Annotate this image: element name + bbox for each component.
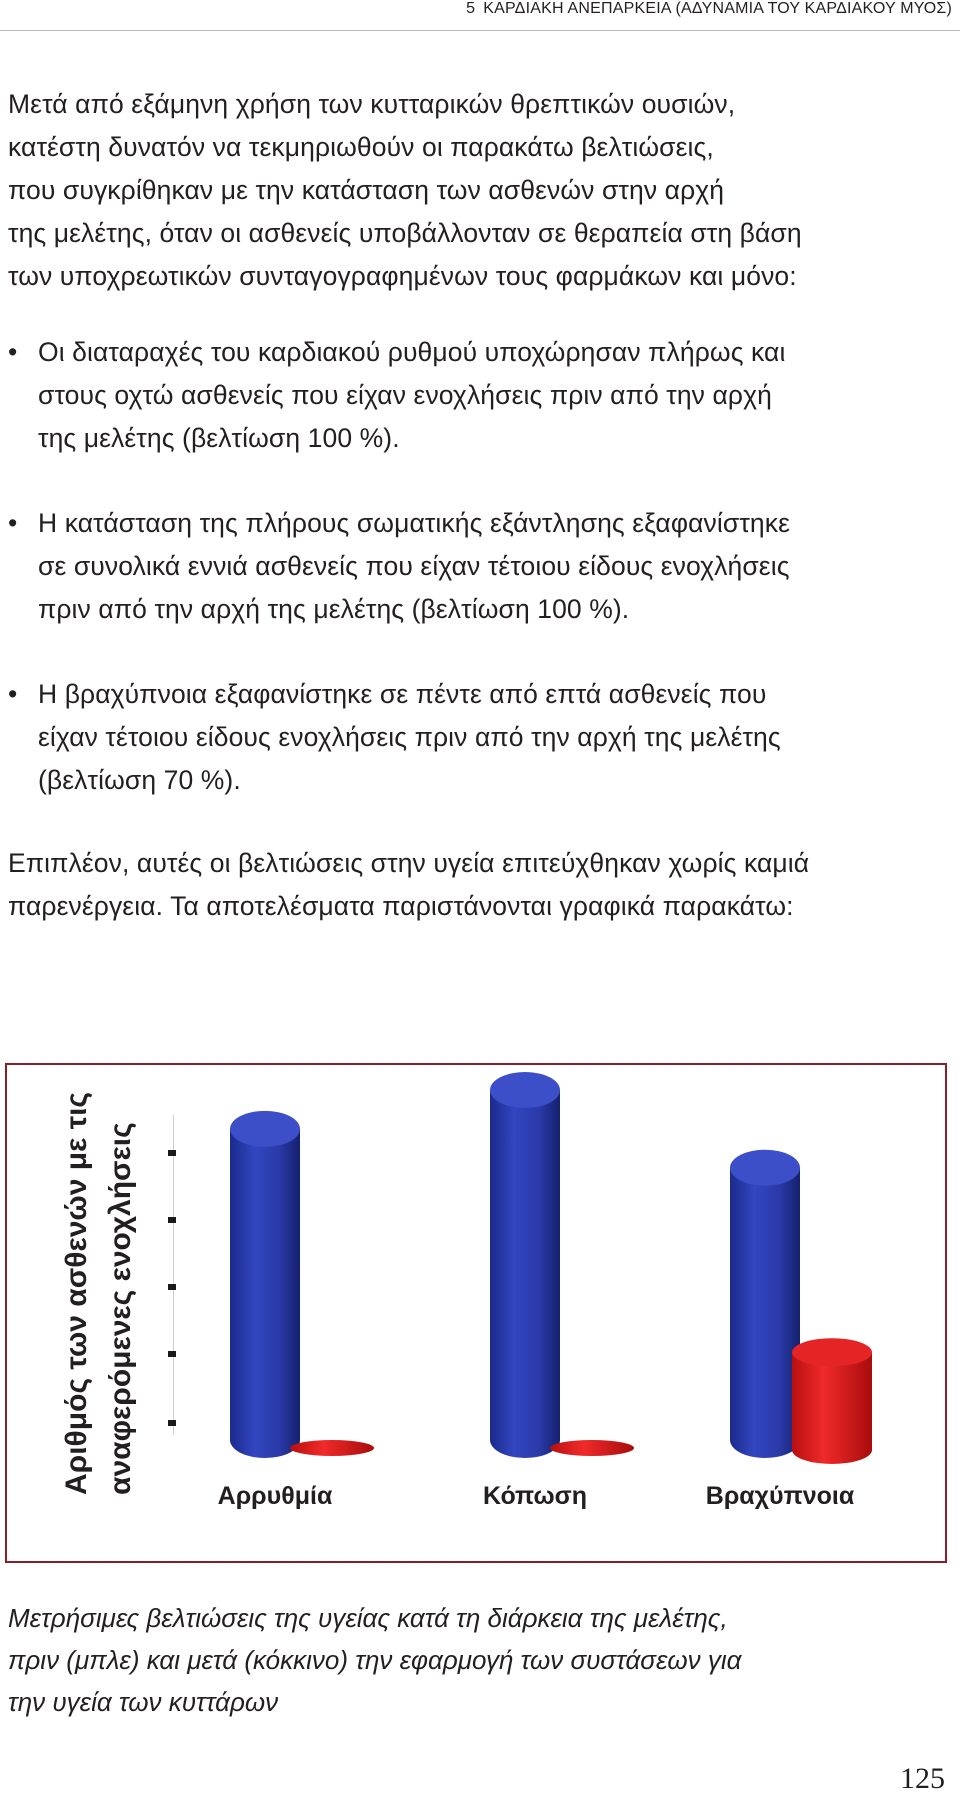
category-label: Κόπωση — [483, 1482, 587, 1510]
bar-chart — [160, 1070, 920, 1550]
bar-before — [730, 1168, 800, 1458]
y-axis-label-line: Αριθμός των ασθενών με τις — [60, 1091, 93, 1495]
bullet-line: στους οχτώ ασθενείς που είχαν ενοχλήσεις πριν από την αρχή — [38, 380, 772, 410]
bullet-line: Η βραχύπνοια εξαφανίστηκε σε πέντε από επτά ασθενείς που — [38, 679, 767, 709]
caption-line: την υγεία των κυττάρων — [8, 1687, 279, 1717]
bullet-line: πριν από την αρχή της μελέτης (βελτίωση 100 %). — [38, 594, 630, 624]
intro-line: κατέστη δυνατόν να τεκμηριωθούν οι παρακάτω βελτιώσεις, — [8, 132, 714, 162]
bullet-symbol: • — [8, 508, 18, 538]
bullet-line: (βελτίωση 70 %). — [38, 765, 241, 795]
bar-group-1 — [230, 1111, 374, 1458]
bullet-item — [8, 331, 953, 460]
intro-line: της μελέτης, όταν οι ασθενείς υποβάλλονταν σε θεραπεία στη βάση — [8, 218, 802, 248]
outro-line: παρενέργεια. Τα αποτελέσματα παριστάνονται γραφικά παρακάτω: — [8, 891, 794, 921]
bullet-line: Οι διαταραχές του καρδιακού ρυθμού υποχώρησαν πλήρως και — [38, 337, 786, 367]
bullet-item — [8, 673, 953, 802]
intro-line: Μετά από εξάμηνη χρήση των κυτταρικών θρεπτικών ουσιών, — [8, 89, 736, 119]
bar-before — [490, 1090, 560, 1458]
bar-after-top — [792, 1338, 872, 1366]
header-rule — [0, 30, 960, 31]
category-label: Βραχύπνοια — [705, 1482, 855, 1510]
y-axis-label — [50, 1090, 160, 1500]
outro-line: Επιπλέον, αυτές οι βελτιώσεις στην υγεία επιτεύχθηκαν χωρίς καμιά — [8, 848, 810, 878]
chapter-title: ΚΑΡΔΙΑΚΗ ΑΝΕΠΑΡΚΕΙΑ (ΑΔΥΝΑΜΙΑ ΤΟΥ ΚΑΡΔΙΑΚΟΥ ΜΥΟΣ) — [483, 0, 952, 17]
chapter-number: 5 — [466, 0, 476, 17]
bullet-line: της μελέτης (βελτίωση 100 %). — [38, 423, 400, 453]
bar-group-3 — [730, 1150, 872, 1464]
bullet-symbol: • — [8, 679, 18, 709]
bar-after — [550, 1440, 634, 1456]
page-number: 125 — [900, 1762, 945, 1795]
bar-before — [230, 1129, 300, 1458]
bar-after — [290, 1440, 374, 1456]
intro-line: των υποχρεωτικών συνταγογραφημένων τους φαρμάκων και μόνο: — [8, 261, 797, 291]
bullet-line: σε συνολικά εννιά ασθενείς που είχαν τέτοιου είδους ενοχλήσεις — [38, 551, 790, 581]
running-header — [466, 0, 952, 18]
caption-line: Μετρήσιμες βελτιώσεις της υγείας κατά τη διάρκεια της μελέτης, — [8, 1603, 728, 1633]
bullet-symbol: • — [8, 337, 18, 367]
bullet-line: Η κατάσταση της πλήρους σωματικής εξάντλησης εξαφανίστηκε — [38, 508, 791, 538]
bar-after — [792, 1352, 872, 1464]
y-axis-label-line: αναφερόμενες ενοχλήσεις — [104, 1122, 137, 1495]
bar-before-top — [230, 1111, 300, 1147]
bar-before-top — [490, 1072, 560, 1108]
figure-caption — [8, 1597, 948, 1723]
bar-group-2 — [490, 1072, 634, 1458]
bullet-line: είχαν τέτοιου είδους ενοχλήσεις πριν από την αρχή της μελέτης — [38, 722, 781, 752]
caption-line: πριν (μπλε) και μετά (κόκκινο) την εφαρμογή των συστάσεων για — [8, 1645, 742, 1675]
category-label: Αρρυθμία — [217, 1482, 333, 1510]
intro-line: που συγκρίθηκαν με την κατάσταση των ασθενών στην αρχή — [8, 175, 725, 205]
bar-before-top — [730, 1150, 800, 1186]
bullet-item — [8, 502, 953, 631]
